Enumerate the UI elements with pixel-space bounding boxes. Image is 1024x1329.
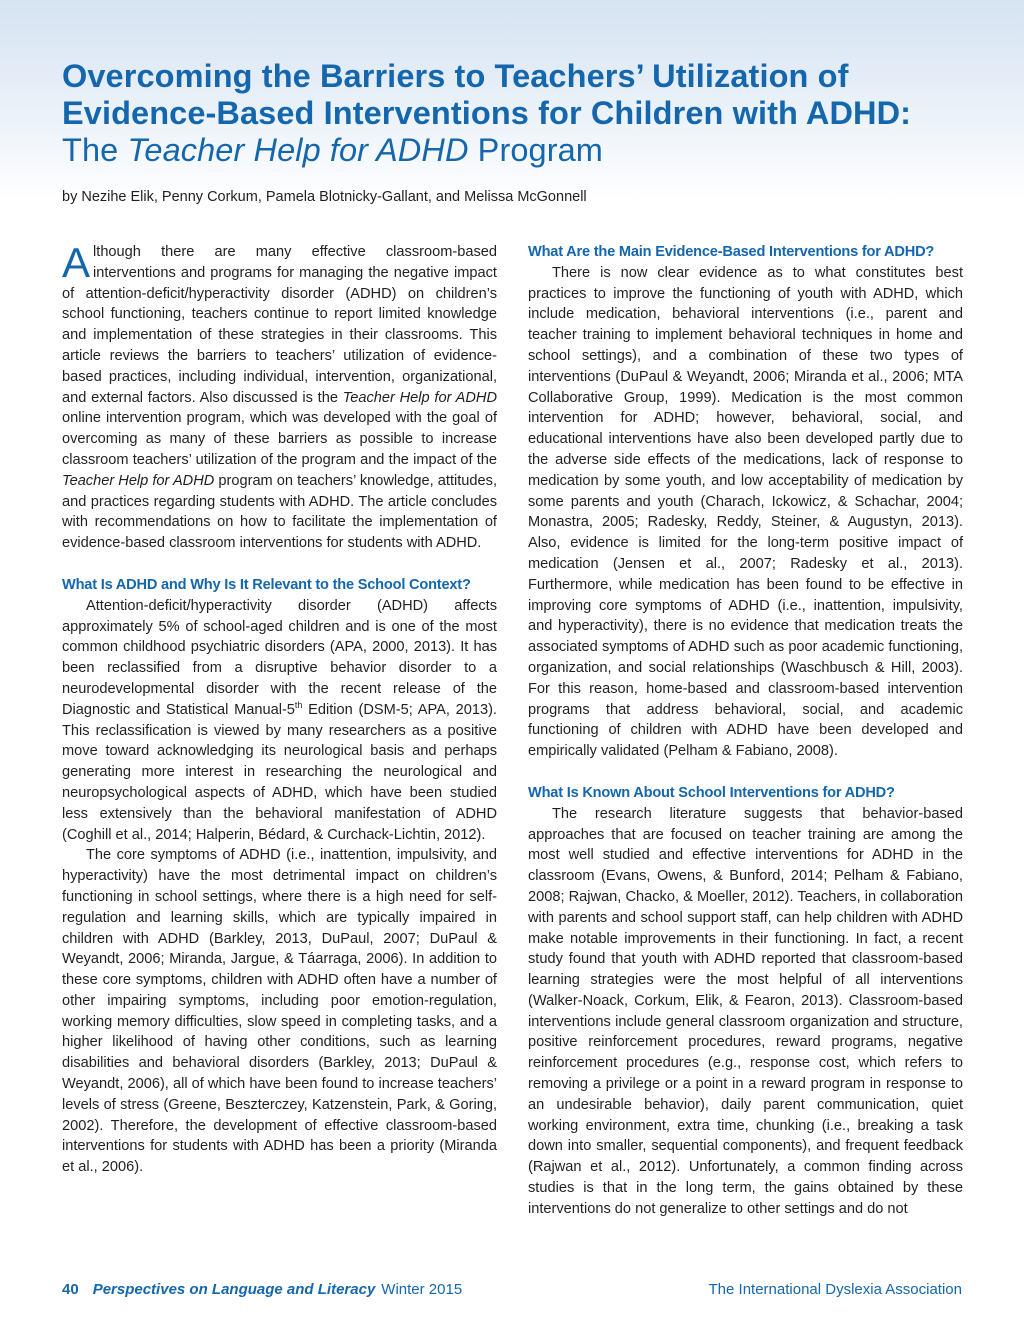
section-heading-school-interventions: What Is Known About School Interventions for ADHD? [528,784,895,801]
section1-p1-text: Attention-deficit/hyperactivity disorder (ADHD) affects approximately 5% of school-aged children and is one of the most common childhood psychiatric disorders (APA, 2000, 2013). It has been reclassified from a disruptive behavior disorder to a neurodevelopmental disorder with the recent release of the Diagnostic and Statistical Manual-5 [62,597,497,718]
abstract-program-name-2: Teacher Help for ADHD [62,472,215,489]
section1-paragraph-2: The core symptoms of ADHD (i.e., inattention, impulsivity, and hyperactivity) have the most detrimental impact on children’s functioning in school settings, where there is a high need for self-regulation and learning skills, which are typically impaired in children with ADHD (Barkley, 2013, DuPaul, 2007; DuPaul & Weyandt, 2006; Miranda, Jargue, & Táarraga, 2006). In addition to these core symptoms, children with ADHD often have a number of other impairing symptoms, including poor emotion-regulation, working memory difficulties, slow speed in completing tasks, and a higher likelihood of having other conditions, such as learning disabilities and behavioral disorders (Barkley, 2013; DuPaul & Weyandt, 2006), all of which have been found to increase teachers’ levels of stress (Greene, Beszterczey, Katzenstein, Park, & Goring, 2002). Therefore, the development of effective classroom-based interventions for students with ADHD has been a priority (Miranda et al., 2006). [62,847,497,1176]
section2-paragraph-1: There is now clear evidence as to what constitutes best practices to improve the functioning of youth with ADHD, which include medication, behavioral interventions (i.e., parent and teacher training to implement behavioral techniques in home and school settings), and a combination of these two types of interventions (DuPaul & Weyandt, 2006; Miranda et al., 2006; MTA Collaborative Group, 1999). Medication is the most common intervention for ADHD; however, behavioral, social, and educational interventions have also been developed partly due to the adverse side effects of the medications, lack of response to medication by some youth, and low acceptability of medication by some parents and youth (Charach, Ickowicz, & Schachar, 2004; Monastra, 2005; Radesky, Reddy, Steiner, & Augustyn, 2013). Also, evidence is limited for the long-term positive impact of medication (Jensen et al., 2007; Radesky et al., 2013). Furthermore, while medication has been found to be effective in improving core symptoms of ADHD (i.e., inattention, impulsivity, and hyperactivity), there is no evidence that medication treats the associated symptoms of ADHD such as poor academic functioning, organization, and social relationships (Waschbusch & Hill, 2003). For this reason, home-based and classroom-based intervention programs that address behavioral, social, and academic functioning of children with ADHD have been developed and empirically validated (Pelham & Fabiano, 2008). [528,264,963,760]
page-number: 40 [62,1281,79,1298]
title-main: Overcoming the Barriers to Teachers’ Utilization of Evidence-Based Interventions for Children with ADHD: [62,58,912,131]
right-column [528,242,963,1220]
abstract-text-1: lthough there are many effective classroom-based interventions and programs for managing the negative impact of attention-deficit/hyperactivity disorder (ADHD) on children’s school functioning, teachers continue to report limited knowledge and implementation of these strategies in their classrooms. This article reviews the barriers to teachers’ utilization of evidence-based practices, including individual, intervention, organizational, and external factors. Also discussed is the [62,244,497,406]
article-title [62,58,962,169]
spacer [528,762,963,783]
title-program-word: Program [468,132,603,168]
section-heading-main-interventions: What Are the Main Evidence-Based Interventions for ADHD? [528,244,935,260]
abstract-text-3: program on teachers’ knowledge, attitudes, and practices regarding students with ADHD. The article concludes with recommendations on how to facilitate the implementation of evidence-based classroom interventions for students with ADHD. [62,472,497,552]
left-column [62,239,497,1178]
spacer [62,554,497,575]
abstract-program-name-1: Teacher Help for ADHD [342,389,497,406]
byline: by Nezihe Elik, Penny Corkum, Pamela Blotnicky-Gallant, and Melissa McGonnell [62,189,587,205]
section3-paragraph-1: The research literature suggests that behavior-based approaches that are focused on teacher training are among the most well studied and effective interventions for ADHD in the classroom (Evans, Owens, & Bunford, 2014; Pelham & Fabiano, 2008; Rajwan, Chacko, & Moeller, 2012). Teachers, in collaboration with parents and school support staff, can help children with ADHD make notable improvements in their functioning. In fact, a recent study found that youth with ADHD reported that classroom-based learning strategies were the most helpful of all interventions (Walker-Noack, Corkum, Elik, & Fearon, 2013). Classroom-based interventions include general classroom organization and structure, positive reinforcement procedures, reward programs, negative reinforcement procedures (e.g., response cost, which refers to removing a privilege or a point in a reward program in response to an undesirable behavior), daily parent communication, quiet working environment, extra time, chunking (i.e., breaking a task down into smaller, sequential components), and frequent feedback (Rajwan et al., 2012). Unfortunately, a common finding across studies is that in the long term, the gains obtained by these interventions do not generalize to other settings and do not [528,805,963,1217]
journal-issue: Winter 2015 [381,1281,463,1298]
drop-cap: A [62,239,91,286]
page-footer [62,1281,962,1303]
superscript-th: th [294,699,303,710]
abstract-text-2: online intervention program, which was developed with the goal of overcoming as many of these barriers as possible to increase classroom teachers’ utilization of the program and the impact of the [62,410,497,468]
title-program-name: Teacher Help for ADHD [127,132,469,168]
abstract-paragraph [62,239,497,554]
journal-name: Perspectives on Language and Literacy [92,1281,376,1298]
title-the: The [62,132,128,168]
organization-name: The International Dyslexia Association [708,1281,962,1298]
section1-paragraph-1 [62,596,497,846]
section1-p1-text-cont: Edition (DSM-5; APA, 2013). This reclassification is viewed by many researchers as a positive move toward acknowledging its neurological basis and perhaps generating more interest in researching the neurological and neuropsychological aspects of ADHD, which have been studied less extensively than the behavioral manifestation of ADHD (Coghill et al., 2014; Halperin, Bédard, & Curchack-Lichtin, 2012). [62,701,497,843]
section-heading-adhd-context: What Is ADHD and Why Is It Relevant to the School Context? [62,576,471,593]
